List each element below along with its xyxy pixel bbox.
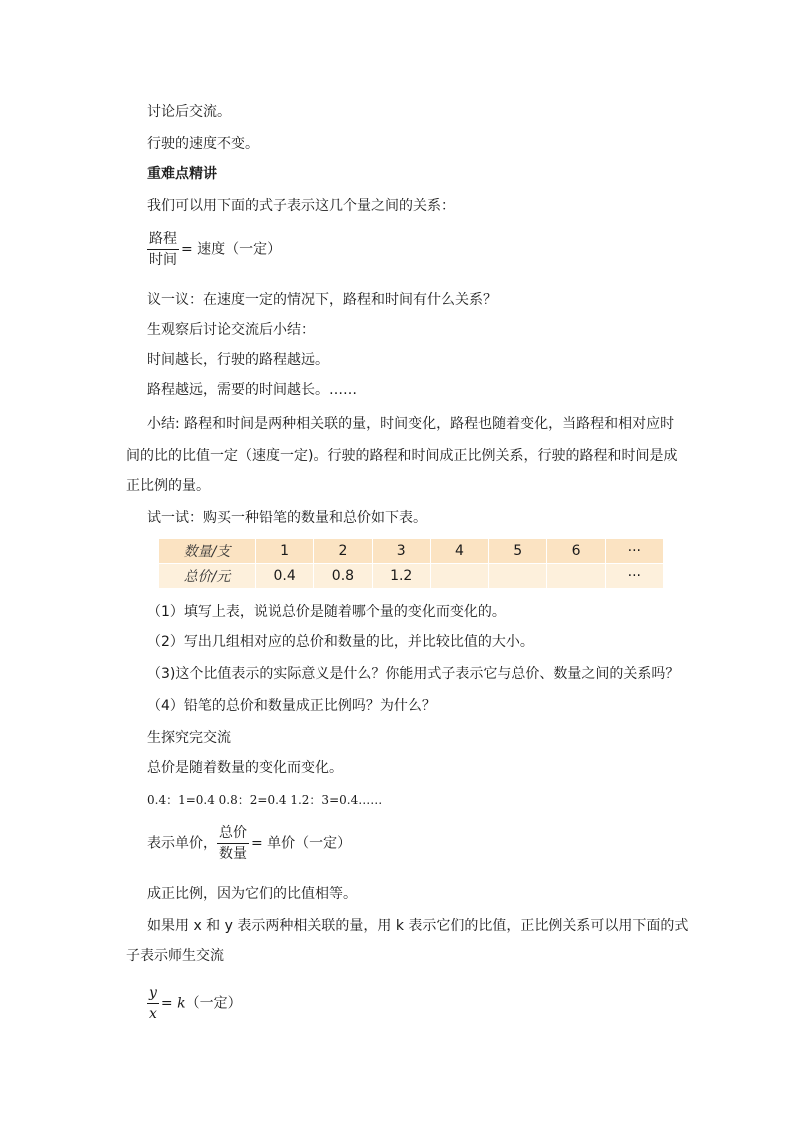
text-line: 议一议：在速度一定的情况下，路程和时间有什么关系？ xyxy=(147,292,497,308)
table-cell xyxy=(489,564,547,589)
fraction xyxy=(217,824,249,863)
formula-equals: = xyxy=(160,995,178,1012)
fraction-numerator: 路程 xyxy=(147,230,179,250)
text-line: 时间越长，行驶的路程越远。 xyxy=(147,352,329,368)
text-line: 试一试：购买一种铅笔的数量和总价如下表。 xyxy=(147,510,427,526)
question-item: （2）写出几组相对应的总价和数量的比，并比较比值的大小。 xyxy=(147,634,534,650)
fraction-denominator: 数量 xyxy=(219,846,247,862)
formula-rest: = 速度（一定） xyxy=(181,241,282,258)
table-cell: 3 xyxy=(372,539,430,564)
text-line: 小结: 路程和时间是两种相关联的量，时间变化，路程也随着变化，当路程和相对应时 xyxy=(147,416,675,432)
text-line: 间的比的比值一定（速度一定)。行驶的路程和时间成正比例关系，行驶的路程和时间是成 xyxy=(126,448,678,464)
table-cell: ··· xyxy=(605,564,663,589)
table-row xyxy=(159,539,664,564)
text-line: 正比例的量。 xyxy=(126,478,210,494)
formula-rest: = 单价（一定） xyxy=(251,835,352,852)
table-cell: 1.2 xyxy=(372,564,430,589)
fraction-numerator: 总价 xyxy=(217,824,249,844)
table-cell: 0.8 xyxy=(314,564,372,589)
text-line: 子表示师生交流 xyxy=(126,948,224,964)
table-cell: 1 xyxy=(256,539,314,564)
text-line: 行驶的速度不变。 xyxy=(147,136,259,152)
table-cell: 2 xyxy=(314,539,372,564)
formula-speed xyxy=(147,230,281,269)
text-line: 讨论后交流。 xyxy=(147,104,231,120)
formula-unit-price xyxy=(147,824,351,863)
table-cell: 4 xyxy=(430,539,488,564)
text-line: 成正比例，因为它们的比值相等。 xyxy=(147,886,357,902)
table-cell: 0.4 xyxy=(256,564,314,589)
text-line: 总价是随着数量的变化而变化。 xyxy=(147,760,343,776)
fraction xyxy=(147,230,179,269)
fraction-denominator: x xyxy=(149,1006,157,1022)
fraction xyxy=(147,984,159,1023)
section-heading: 重难点精讲 xyxy=(147,166,217,182)
question-item: （4）铅笔的总价和数量成正比例吗？为什么？ xyxy=(147,698,436,714)
pencil-price-table xyxy=(158,538,664,589)
question-item: （3)这个比值表示的实际意义是什么？你能用式子表示它与总价、数量之间的关系吗？ xyxy=(147,666,680,682)
text-line: 生探究完交流 xyxy=(147,730,231,746)
table-cell: 5 xyxy=(489,539,547,564)
table-cell: 总价/元 xyxy=(159,564,256,589)
question-item: （1）填写上表，说说总价是随着哪个量的变化而变化的。 xyxy=(147,604,506,620)
table-cell xyxy=(547,564,605,589)
text-line: 我们可以用下面的式子表示这几个量之间的关系： xyxy=(147,198,455,214)
text-line: 如果用 x 和 y 表示两种相关联的量，用 k 表示它们的比值，正比例关系可以用下面的式 xyxy=(147,918,689,934)
table-cell: 6 xyxy=(547,539,605,564)
fraction-denominator: 时间 xyxy=(149,252,177,268)
formula-prefix: 表示单价， xyxy=(147,835,217,852)
text-line: 路程越远，需要的时间越长。…… xyxy=(147,382,357,398)
formula-constant: k xyxy=(177,995,186,1012)
formula-rest: （一定） xyxy=(185,995,242,1012)
table-row xyxy=(159,564,664,589)
text-line: 生观察后讨论交流后小结： xyxy=(147,322,315,338)
table-cell: 数量/支 xyxy=(159,539,256,564)
table-cell xyxy=(430,564,488,589)
table-cell: ··· xyxy=(605,539,663,564)
ratio-line: 0.4：1=0.4 0.8：2=0.4 1.2：3=0.4…… xyxy=(147,793,383,807)
fraction-numerator: y xyxy=(147,984,159,1004)
formula-proportion xyxy=(147,984,242,1023)
